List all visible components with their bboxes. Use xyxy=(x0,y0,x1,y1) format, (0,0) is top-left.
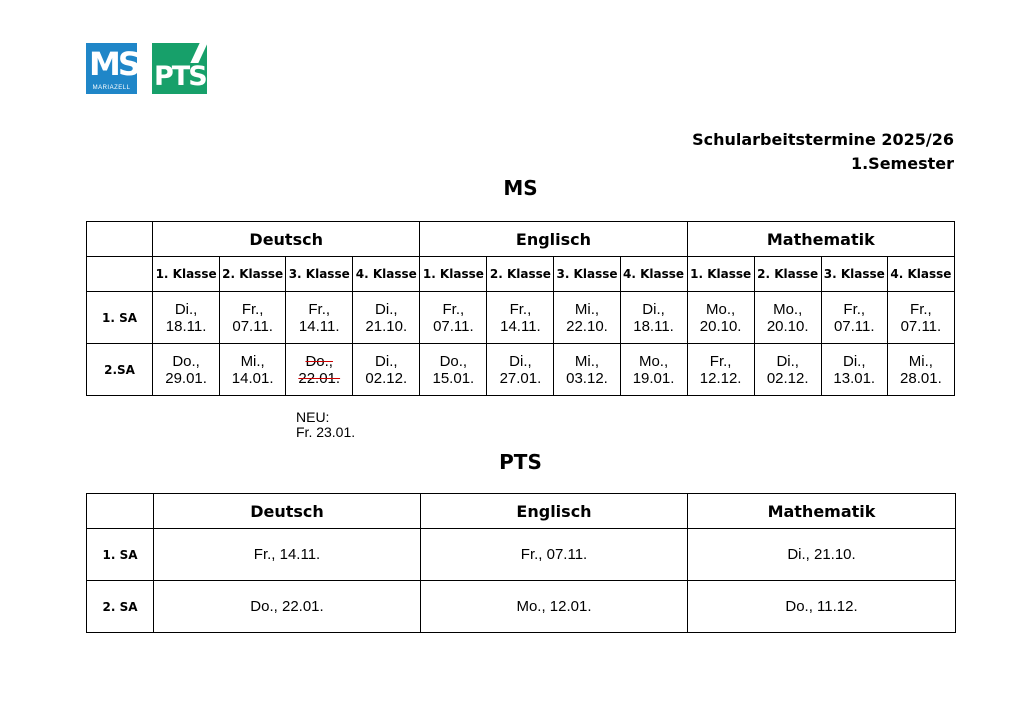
day-month: 03.12. xyxy=(566,369,608,387)
day-month: 20.10. xyxy=(766,317,809,335)
day-month: 07.11. xyxy=(232,317,273,335)
ms-row-1-sa xyxy=(87,292,955,344)
day-month: 14.01. xyxy=(231,369,274,387)
document-header xyxy=(692,128,954,176)
weekday: Mi., xyxy=(574,300,600,318)
date-cell xyxy=(887,344,954,396)
day-month: 14.11. xyxy=(298,317,340,335)
date-cell xyxy=(620,292,687,344)
empty-corner-cell xyxy=(87,222,153,257)
day-month: 12.12. xyxy=(699,369,742,387)
weekday: Do., xyxy=(305,352,333,370)
klasse-header: 3. Klasse xyxy=(821,257,887,292)
day-month: 18.11. xyxy=(165,317,207,335)
klasse-header: 2. Klasse xyxy=(487,257,554,292)
weekday: Fr., xyxy=(910,300,932,318)
day-month: 14.11. xyxy=(500,317,541,335)
weekday: Mi., xyxy=(240,352,265,370)
pts-logo-text: PTS xyxy=(154,61,206,92)
date-cell xyxy=(220,292,286,344)
ms-klasse-header-row xyxy=(87,257,955,292)
subject-header-mathematik: Mathematik xyxy=(688,494,956,529)
day-month: 18.11. xyxy=(633,317,674,335)
row-label: 2. SA xyxy=(87,581,154,633)
date-cell xyxy=(887,292,954,344)
struck-date-cell xyxy=(286,344,353,396)
day-month: 29.01. xyxy=(165,369,207,387)
ms-mariazell-logo xyxy=(86,43,137,94)
klasse-header: 2. Klasse xyxy=(754,257,821,292)
klasse-header: 3. Klasse xyxy=(286,257,353,292)
date-cell xyxy=(687,292,754,344)
semester-label: 1.Semester xyxy=(850,154,954,173)
ms-row-2-sa xyxy=(87,344,955,396)
date-cell xyxy=(487,344,554,396)
weekday: Fr., xyxy=(509,300,532,318)
klasse-header: 4. Klasse xyxy=(353,257,420,292)
date-cell xyxy=(353,292,420,344)
row-label: 2.SA xyxy=(87,344,153,396)
klasse-header: 1. Klasse xyxy=(420,257,487,292)
weekday: Mo., xyxy=(706,300,736,318)
day-month: 13.01. xyxy=(833,369,876,387)
day-month: 19.01. xyxy=(632,369,675,387)
weekday: Di., xyxy=(375,300,398,318)
weekday: Di., xyxy=(776,352,799,370)
weekday: Do., xyxy=(172,352,200,370)
date-cell xyxy=(754,292,821,344)
day-month: 07.11. xyxy=(833,317,875,335)
date-cell: Do., 22.01. xyxy=(154,581,421,633)
klasse-header: 4. Klasse xyxy=(887,257,954,292)
pts-logo-stroke xyxy=(190,43,207,63)
klasse-header: 3. Klasse xyxy=(554,257,620,292)
pts-logo xyxy=(152,43,207,94)
row-label: 1. SA xyxy=(87,529,154,581)
day-month: 27.01. xyxy=(499,369,542,387)
date-cell: Mo., 12.01. xyxy=(421,581,688,633)
subject-header-englisch: Englisch xyxy=(420,222,687,257)
klasse-header: 4. Klasse xyxy=(620,257,687,292)
date-cell xyxy=(821,292,887,344)
weekday: Mo., xyxy=(773,300,803,318)
ms-logo-text: MS xyxy=(89,45,138,83)
empty-corner-cell xyxy=(87,494,154,529)
day-month: 22.01. xyxy=(298,369,341,387)
date-cell xyxy=(420,344,487,396)
date-cell: Di., 21.10. xyxy=(688,529,956,581)
date-cell xyxy=(554,292,620,344)
document-title: Schularbeitstermine 2025/26 xyxy=(692,130,954,149)
subject-header-englisch: Englisch xyxy=(421,494,688,529)
date-cell xyxy=(220,344,286,396)
klasse-header: 1. Klasse xyxy=(687,257,754,292)
pts-schedule-table xyxy=(86,493,956,633)
note-label: NEU: xyxy=(296,409,330,425)
weekday: Mo., xyxy=(638,352,669,370)
ms-section-title: MS xyxy=(503,176,538,200)
weekday: Di., xyxy=(375,352,398,370)
klasse-header: 2. Klasse xyxy=(220,257,286,292)
date-cell: Do., 11.12. xyxy=(688,581,956,633)
subject-header-deutsch: Deutsch xyxy=(154,494,421,529)
subject-header-mathematik: Mathematik xyxy=(687,222,954,257)
ms-logo-subtext: MARIAZELL xyxy=(92,85,131,91)
date-cell xyxy=(554,344,620,396)
date-cell xyxy=(153,344,220,396)
date-cell xyxy=(286,292,353,344)
date-cell xyxy=(620,344,687,396)
day-month: 21.10. xyxy=(365,317,408,335)
date-cell xyxy=(420,292,487,344)
weekday: Fr., xyxy=(308,300,331,318)
reschedule-note xyxy=(296,410,355,440)
day-month: 02.12. xyxy=(365,369,408,387)
day-month: 07.11. xyxy=(433,317,474,335)
weekday: Fr., xyxy=(241,300,264,318)
note-new-date: Fr. 23.01. xyxy=(296,424,356,440)
klasse-header: 1. Klasse xyxy=(153,257,220,292)
weekday: Di., xyxy=(174,300,198,318)
weekday: Mi., xyxy=(908,352,933,370)
pts-subject-header-row xyxy=(87,494,956,529)
weekday: Di., xyxy=(843,352,866,370)
weekday: Mi., xyxy=(574,352,600,370)
pts-row-2-sa xyxy=(87,581,956,633)
weekday: Fr., xyxy=(709,352,732,370)
empty-corner-cell xyxy=(87,257,153,292)
date-cell: Fr., 07.11. xyxy=(421,529,688,581)
date-cell: Fr., 14.11. xyxy=(154,529,421,581)
row-label: 1. SA xyxy=(87,292,153,344)
weekday: Fr., xyxy=(442,300,465,318)
day-month: 07.11. xyxy=(900,317,942,335)
weekday: Do., xyxy=(439,352,468,370)
date-cell xyxy=(353,344,420,396)
weekday: Fr., xyxy=(843,300,866,318)
ms-subject-header-row xyxy=(87,222,955,257)
date-cell xyxy=(153,292,220,344)
ms-schedule-table xyxy=(86,221,955,396)
pts-section-title: PTS xyxy=(499,450,542,474)
date-cell xyxy=(687,344,754,396)
day-month: 02.12. xyxy=(766,369,809,387)
day-month: 28.01. xyxy=(900,369,942,387)
day-month: 20.10. xyxy=(699,317,742,335)
weekday: Di., xyxy=(642,300,665,318)
weekday: Di., xyxy=(509,352,532,370)
subject-header-deutsch: Deutsch xyxy=(153,222,420,257)
date-cell xyxy=(821,344,887,396)
day-month: 15.01. xyxy=(432,369,475,387)
date-cell xyxy=(487,292,554,344)
day-month: 22.10. xyxy=(566,317,608,335)
pts-row-1-sa xyxy=(87,529,956,581)
date-cell xyxy=(754,344,821,396)
